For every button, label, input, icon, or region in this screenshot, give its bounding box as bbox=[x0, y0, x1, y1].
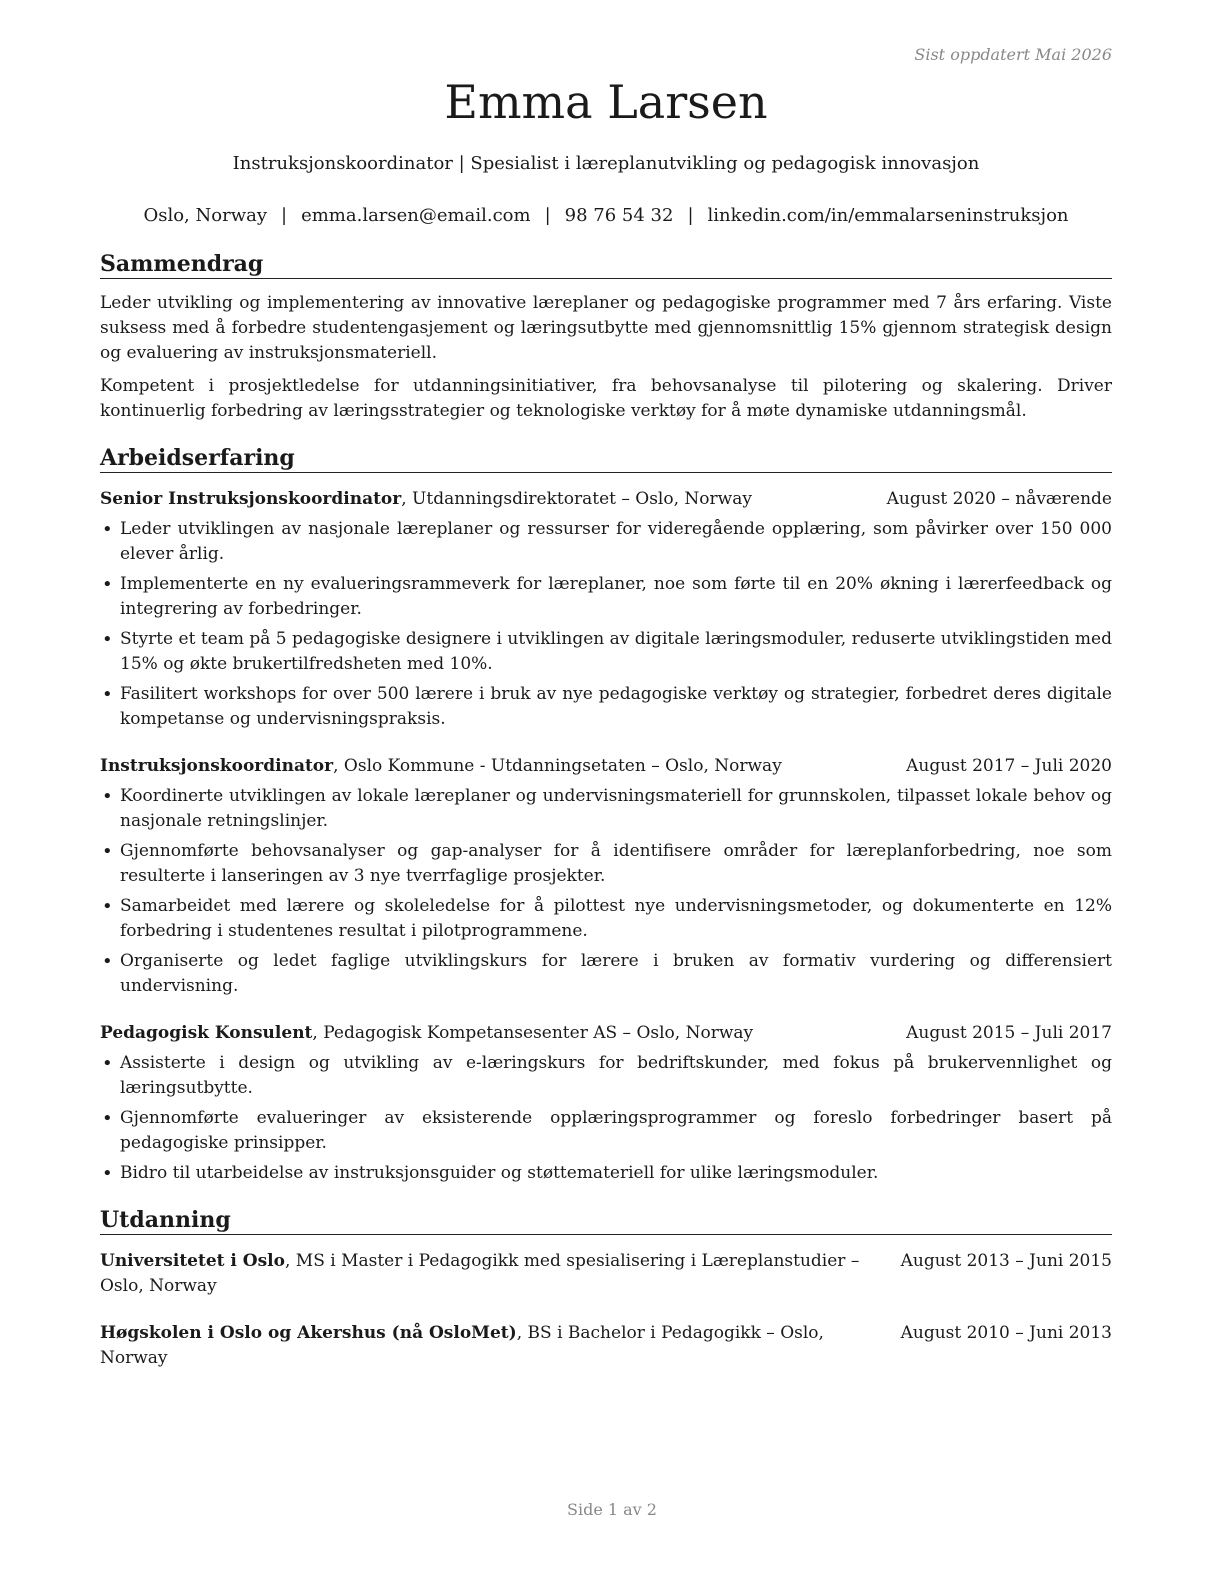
candidate-name: Emma Larsen bbox=[444, 75, 768, 129]
list-item: • Fasilitert workshops for over 500 lærere i bruk av nye pedagogiske verktøy og strategier, forbedret deres digitale kompetanse og undervisningspraksis. bbox=[100, 682, 1112, 732]
job-dates: August 2015 – Juli 2017 bbox=[906, 1023, 1112, 1043]
contact-location: Oslo, Norway bbox=[143, 205, 267, 226]
job-title: Pedagogisk Konsulent bbox=[100, 1023, 313, 1043]
job-dates: August 2020 – nåværende bbox=[886, 489, 1112, 509]
list-item: • Koordinerte utviklingen av lokale læreplaner og undervisningsmateriell for grunnskolen, tilpasset lokale behov og nasjonale retningslinjer. bbox=[100, 784, 1112, 834]
list-item: • Bidro til utarbeidelse av instruksjonsguider og støttemateriell for ulike læringsmoduler. bbox=[100, 1161, 1112, 1186]
job-organization: , Utdanningsdirektoratet – Oslo, Norway bbox=[401, 489, 752, 509]
job-organization: , Oslo Kommune - Utdanningsetaten – Oslo, Norway bbox=[333, 756, 782, 776]
summary-paragraph: Leder utvikling og implementering av innovative læreplaner og pedagogiske programmer med 7 års erfaring. Viste suksess med å forbedre studentengasjement og læringsutbytte med gjennomsnittlig 15% gjennom strategisk design og evaluering av instruksjonsmateriell. bbox=[100, 293, 1112, 363]
list-item: • Implementerte en ny evalueringsrammeverk for læreplaner, noe som førte til en 20% økning i lærerfeedback og integrering av forbedringer. bbox=[100, 572, 1112, 622]
resume-page bbox=[100, 40, 1112, 1371]
job-entry bbox=[100, 487, 1112, 732]
page-number: Side 1 av 2 bbox=[567, 1500, 657, 1519]
contact-separator: | bbox=[687, 205, 694, 226]
tagline: Instruksjonskoordinator | Spesialist i læreplanutvikling og pedagogisk innovasjon bbox=[232, 153, 980, 174]
section-heading-experience: Arbeidserfaring bbox=[100, 444, 1112, 473]
job-title: Senior Instruksjonskoordinator bbox=[100, 489, 402, 509]
job-header bbox=[100, 1021, 1112, 1046]
list-item: • Gjennomførte evalueringer av eksisterende opplæringsprogrammer og foreslo forbedringer basert på pedagogiske prinsipper. bbox=[100, 1106, 1112, 1156]
school-name: Universitetet i Oslo bbox=[100, 1251, 285, 1271]
list-item: • Leder utviklingen av nasjonale læreplaner og ressurser for videregående opplæring, som påvirker over 150 000 elever årlig. bbox=[100, 517, 1112, 567]
contact-separator: | bbox=[281, 205, 288, 226]
last-updated: Sist oppdatert Mai 2026 bbox=[914, 45, 1112, 64]
degree: , BS i Bachelor i Pedagogikk – Oslo, Norway bbox=[100, 1323, 824, 1368]
degree: , MS i Master i Pedagogikk med spesialisering i Læreplanstudier – Oslo, Norway bbox=[100, 1251, 860, 1296]
section-heading-summary: Sammendrag bbox=[100, 250, 1112, 279]
job-bullets bbox=[100, 1051, 1112, 1186]
education-dates: August 2010 – Juni 2013 bbox=[900, 1323, 1112, 1343]
job-entry bbox=[100, 1021, 1112, 1186]
contact-email[interactable]: emma.larsen@email.com bbox=[301, 205, 531, 226]
job-dates: August 2017 – Juli 2020 bbox=[906, 756, 1112, 776]
education-entry bbox=[100, 1249, 1112, 1299]
list-item: • Gjennomførte behovsanalyser og gap-analyser for å identifisere områder for læreplanforbedring, noe som resulterte i lanseringen av 3 nye tverrfaglige prosjekter. bbox=[100, 839, 1112, 889]
education-dates: August 2013 – Juni 2015 bbox=[900, 1251, 1112, 1271]
job-bullets bbox=[100, 784, 1112, 999]
job-header bbox=[100, 487, 1112, 512]
contact-linkedin[interactable]: linkedin.com/in/emmalarseninstruksjon bbox=[707, 205, 1069, 226]
job-organization: , Pedagogisk Kompetansesenter AS – Oslo, Norway bbox=[312, 1023, 754, 1043]
job-entry bbox=[100, 754, 1112, 999]
education-header bbox=[100, 1249, 1112, 1299]
section-heading-education: Utdanning bbox=[100, 1206, 1112, 1235]
list-item: • Styrte et team på 5 pedagogiske designere i utviklingen av digitale læringsmoduler, reduserte utviklingstiden med 15% og økte brukertilfredsheten med 10%. bbox=[100, 627, 1112, 677]
list-item: • Organiserte og ledet faglige utviklingskurs for lærere i bruken av formativ vurdering og differensiert undervisning. bbox=[100, 949, 1112, 999]
job-bullets bbox=[100, 517, 1112, 732]
list-item: • Assisterte i design og utvikling av e-læringskurs for bedriftskunder, med fokus på brukervennlighet og læringsutbytte. bbox=[100, 1051, 1112, 1101]
education-header bbox=[100, 1321, 1112, 1371]
school-name: Høgskolen i Oslo og Akershus (nå OsloMet) bbox=[100, 1323, 517, 1343]
list-item: • Samarbeidet med lærere og skoleledelse for å pilottest nye undervisningsmetoder, og dokumenterte en 12% forbedring i studentenes resultat i pilotprogrammene. bbox=[100, 894, 1112, 944]
education-entry bbox=[100, 1321, 1112, 1371]
summary-paragraph: Kompetent i prosjektledelse for utdanningsinitiativer, fra behovsanalyse til pilotering og skalering. Driver kontinuerlig forbedring av læringsstrategier og teknologiske verktøy for å møte dynamiske utdanningsmål. bbox=[100, 376, 1112, 421]
job-header bbox=[100, 754, 1112, 779]
contact-line bbox=[100, 202, 1112, 230]
contact-separator: | bbox=[544, 205, 551, 226]
job-title: Instruksjonskoordinator bbox=[100, 756, 334, 776]
contact-phone: 98 76 54 32 bbox=[564, 205, 674, 226]
